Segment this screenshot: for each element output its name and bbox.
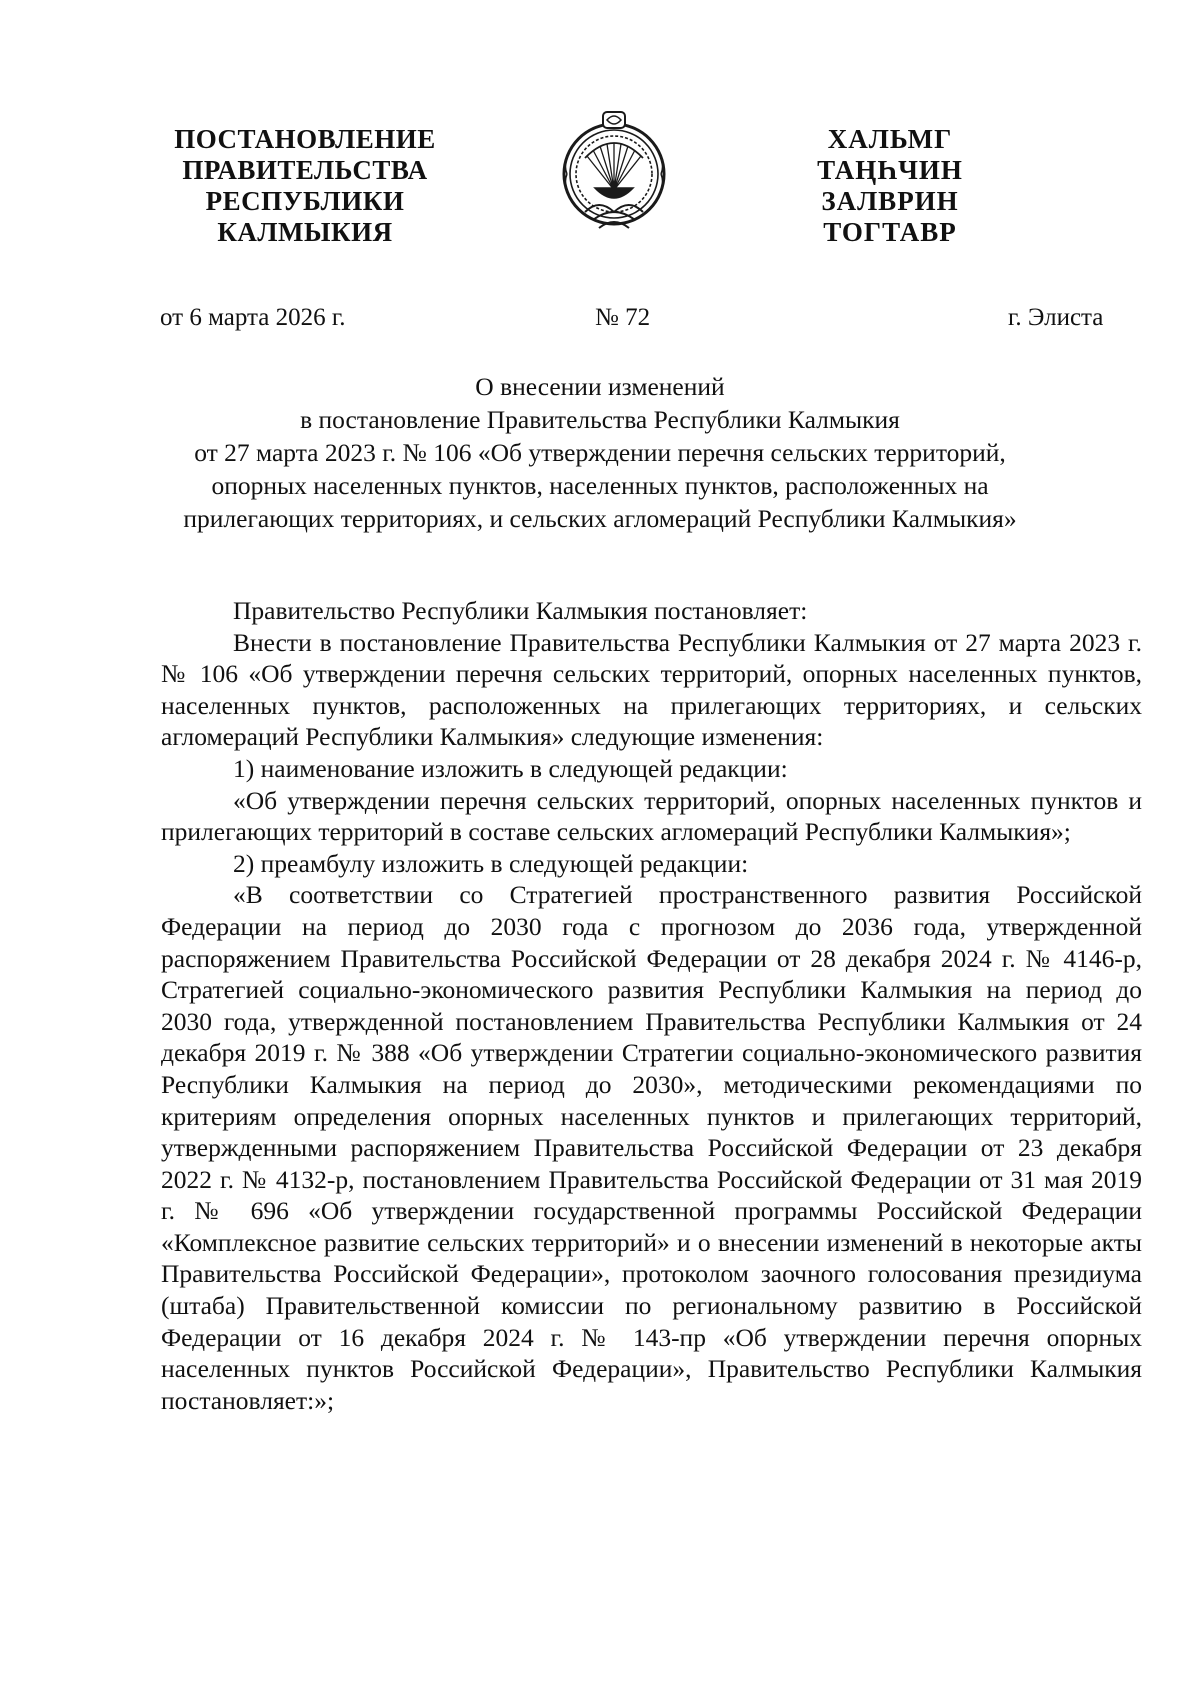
header-title-kalmyk: [790, 124, 990, 248]
header-right-line: ЗАЛВРИН: [821, 186, 959, 216]
header-title-russian: [160, 124, 450, 248]
item-1-text: «Об утверждении перечня сельских территорий, опорных населенных пунктов и прилегающих территорий в составе сельских агломераций Республики Калмыкия»;: [161, 785, 1142, 847]
item-1-heading: 1) наименование изложить в следующей редакции:: [233, 753, 788, 783]
title-line: в постановление Правительства Республики Калмыкия: [300, 405, 900, 434]
document-number: № 72: [595, 304, 651, 331]
header-left-line: ПОСТАНОВЛЕНИЕ: [174, 124, 436, 154]
header-right-line: ТАҢҺЧИН: [817, 155, 963, 185]
header-right-line: ХАЛЬМГ: [827, 124, 953, 154]
header-left-line: КАЛМЫКИЯ: [217, 217, 393, 247]
title-line: опорных населенных пунктов, населенных пунктов, расположенных на: [211, 471, 989, 500]
item-2-text: «В соответствии со Стратегией пространственного развития Российской Федерации на период до 2030 года с прогнозом до 2036 года, утвержденной распоряжением Правительства Российской Федерации от 28 декабря 2024 г. № 4146-р, Стратегией социально-экономического развития Республики Калмыкия на период до 2030 года, утвержденной постановлением Правительства Республики Калмыкия от 24 декабря 2019 г. № 388 «Об утверждении Стратегии социально-экономического развития Республики Калмыкия на период до 2030», методическими рекомендациями по критериям определения опорных населенных пунктов и прилегающих территорий, утвержденными распоряжением Правительства Российской Федерации от 23 декабря 2022 г. № 4132-р, постановлением Правительства Российской Федерации от 31 мая 2019 г. № 696 «Об утверждении государственной программы Российской Федерации «Комплексное развитие сельских территорий» и о внесении изменений в некоторые акты Правительства Российской Федерации», протоколом заочного голосования президиума (штаба) Правительственной комиссии по региональному развитию в Российской Федерации от 16 декабря 2024 г. № 143-пр «Об утверждении перечня опорных населенных пунктов Российской Федерации», Правительство Республики Калмыкия постановляет:»;: [161, 880, 1142, 1415]
header-left-line: ПРАВИТЕЛЬСТВА: [182, 155, 428, 185]
document-date: от 6 марта 2026 г.: [160, 304, 346, 331]
main-paragraph: Внести в постановление Правительства Республики Калмыкия от 27 марта 2023 г. № 106 «Об утверждении перечня сельских территорий, опорных населенных пунктов, населенных пунктов, расположенных на прилегающих территориях, и сельских агломераций Республики Калмыкия» следующие изменения:: [161, 627, 1142, 752]
document-city: г. Элиста: [1008, 304, 1104, 331]
header-right-line: ТОГТАВР: [823, 217, 957, 247]
header-left-line: РЕСПУБЛИКИ: [205, 186, 405, 216]
document-title: [130, 370, 1070, 535]
intro-paragraph: Правительство Республики Калмыкия постановляет:: [233, 596, 808, 625]
title-line: О внесении изменений: [475, 372, 725, 401]
title-line: прилегающих территориях, и сельских агломераций Республики Калмыкия»: [183, 504, 1017, 533]
document-body: [161, 595, 1142, 1416]
coat-of-arms-icon: [555, 108, 673, 240]
item-2-heading: 2) преамбулу изложить в следующей редакции:: [233, 848, 749, 878]
title-line: от 27 марта 2023 г. № 106 «Об утверждении перечня сельских территорий,: [194, 438, 1006, 467]
